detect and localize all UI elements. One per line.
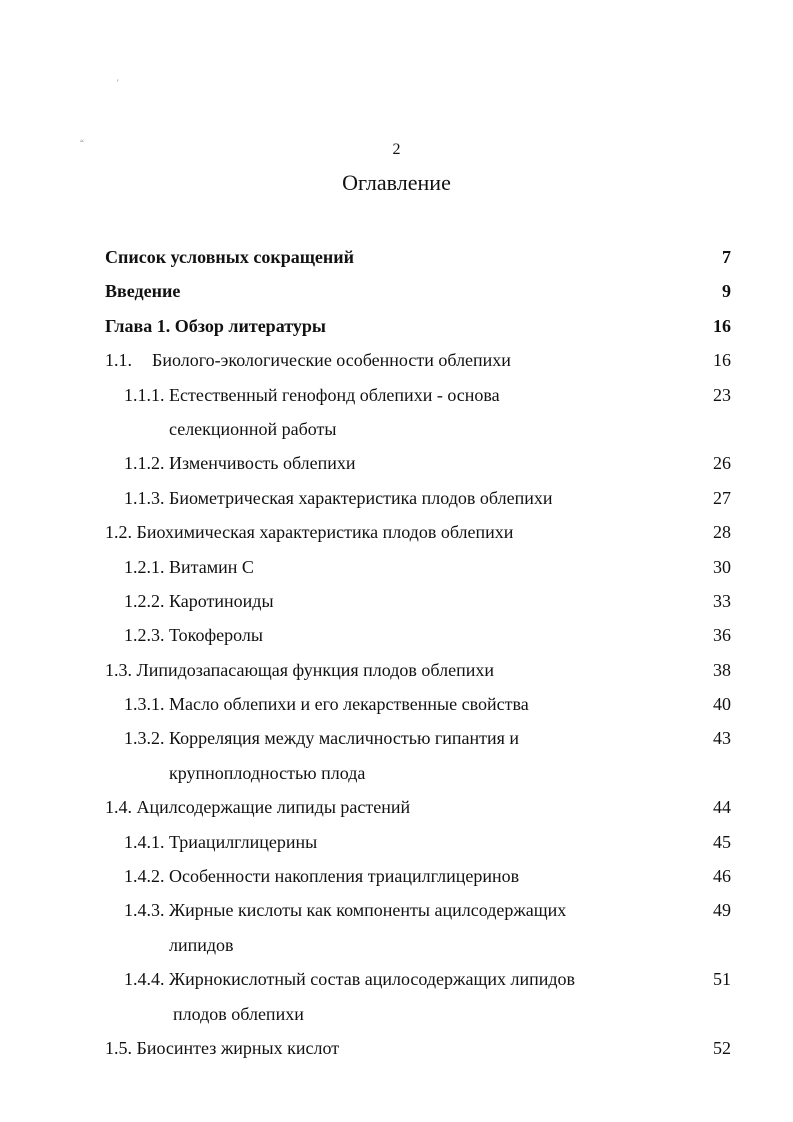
toc-entry-1-1-1-continuation <box>0 412 793 446</box>
toc-entry-1-2-2[interactable] <box>0 584 793 618</box>
toc-entry-page: 30 <box>713 556 731 577</box>
toc-entry-text: 1.2. Биохимическая характеристика плодов облепихи <box>105 522 514 543</box>
toc-entry-text: 1.1.2. Изменчивость облепихи <box>124 453 356 474</box>
toc-entry-page: 26 <box>713 453 731 474</box>
toc-entry-text: плодов облепихи <box>173 1003 304 1024</box>
toc-entry-1-4-4[interactable] <box>0 962 793 996</box>
toc-entry-text: Глава 1. Обзор литературы <box>105 315 326 336</box>
toc-entry-text: 1.2.3. Токоферолы <box>124 625 263 646</box>
toc-entry-text: липидов <box>169 934 234 955</box>
scan-speck-icon: ' <box>117 78 119 88</box>
toc-entry-text: 1.4.4. Жирнокислотный состав ацилосодержащих липидов <box>124 969 575 990</box>
table-of-contents <box>0 240 793 1065</box>
toc-entry-1-4-3-continuation <box>0 928 793 962</box>
toc-entry-page: 16 <box>713 315 731 336</box>
toc-entry-text: 1.2.2. Каротиноиды <box>124 590 274 611</box>
toc-entry-text: 1.4. Ацилсодержащие липиды растений <box>105 797 411 818</box>
toc-entry-introduction[interactable] <box>0 274 793 308</box>
toc-entry-page: 27 <box>713 487 731 508</box>
toc-entry-text: 1.1.3. Биометрическая характеристика плодов облепихи <box>124 487 553 508</box>
toc-entry-1-4-1[interactable] <box>0 825 793 859</box>
toc-entry-1-4[interactable] <box>0 790 793 824</box>
toc-entry-page: 16 <box>713 350 731 371</box>
toc-entry-text: 1.3.2. Корреляция между масличностью гипантия и <box>124 728 520 749</box>
toc-entry-text: крупноплодностью плода <box>169 762 366 783</box>
toc-entry-page: 51 <box>713 969 731 990</box>
toc-entry-number: 1.1. <box>105 350 132 371</box>
toc-entry-1-3-2[interactable] <box>0 721 793 755</box>
toc-entry-1-1-1[interactable] <box>0 378 793 412</box>
toc-entry-text: 1.3. Липидозапасающая функция плодов облепихи <box>105 659 494 680</box>
toc-entry-page: 9 <box>722 281 731 302</box>
toc-entry-1-3[interactable] <box>0 653 793 687</box>
toc-entry-text: Биолого-экологические особенности облепихи <box>152 350 511 371</box>
toc-entry-text: 1.3.1. Масло облепихи и его лекарственные свойства <box>124 694 529 715</box>
toc-entry-chapter-1[interactable] <box>0 309 793 343</box>
toc-entry-text: 1.5. Биосинтез жирных кислот <box>105 1037 340 1058</box>
toc-entry-text: 1.4.1. Триацилглицерины <box>124 831 318 852</box>
toc-entry-text: 1.4.3. Жирные кислоты как компоненты ацилсодержащих <box>124 900 567 921</box>
toc-entry-1-5[interactable] <box>0 1031 793 1065</box>
toc-entry-page: 46 <box>713 866 731 887</box>
toc-entry-1-1-3[interactable] <box>0 481 793 515</box>
toc-entry-1-2-3[interactable] <box>0 618 793 652</box>
toc-entry-page: 49 <box>713 900 731 921</box>
toc-entry-page: 36 <box>713 625 731 646</box>
toc-entry-1-2-1[interactable] <box>0 550 793 584</box>
toc-entry-1-4-2[interactable] <box>0 859 793 893</box>
toc-entry-text: 1.1.1. Естественный генофонд облепихи - основа <box>124 384 500 405</box>
toc-entry-abbreviations[interactable] <box>0 240 793 274</box>
toc-entry-1-4-4-continuation <box>0 997 793 1031</box>
toc-entry-page: 33 <box>713 590 731 611</box>
toc-entry-page: 38 <box>713 659 731 680</box>
toc-entry-1-2[interactable] <box>0 515 793 549</box>
toc-entry-page: 44 <box>713 797 731 818</box>
toc-entry-page: 28 <box>713 522 731 543</box>
toc-entry-page: 52 <box>713 1037 731 1058</box>
toc-entry-text: 1.2.1. Витамин С <box>124 556 254 577</box>
toc-entry-text: 1.4.2. Особенности накопления триацилглицеринов <box>124 866 520 887</box>
toc-entry-page: 43 <box>713 728 731 749</box>
page-number: 2 <box>392 141 401 158</box>
scan-speck-icon: “ <box>80 138 84 148</box>
toc-entry-1-1-2[interactable] <box>0 446 793 480</box>
toc-entry-1-3-2-continuation <box>0 756 793 790</box>
page-title: Оглавление <box>342 170 451 195</box>
toc-entry-page: 23 <box>713 384 731 405</box>
toc-entry-page: 45 <box>713 831 731 852</box>
toc-entry-page: 40 <box>713 694 731 715</box>
toc-entry-text: селекционной работы <box>169 418 337 439</box>
toc-entry-page: 7 <box>722 247 731 267</box>
toc-entry-1-4-3[interactable] <box>0 893 793 927</box>
toc-entry-text: Введение <box>105 281 181 302</box>
toc-entry-1-3-1[interactable] <box>0 687 793 721</box>
toc-entry-text: Список условных сокращений <box>105 247 355 267</box>
toc-entry-1-1[interactable] <box>0 343 793 377</box>
